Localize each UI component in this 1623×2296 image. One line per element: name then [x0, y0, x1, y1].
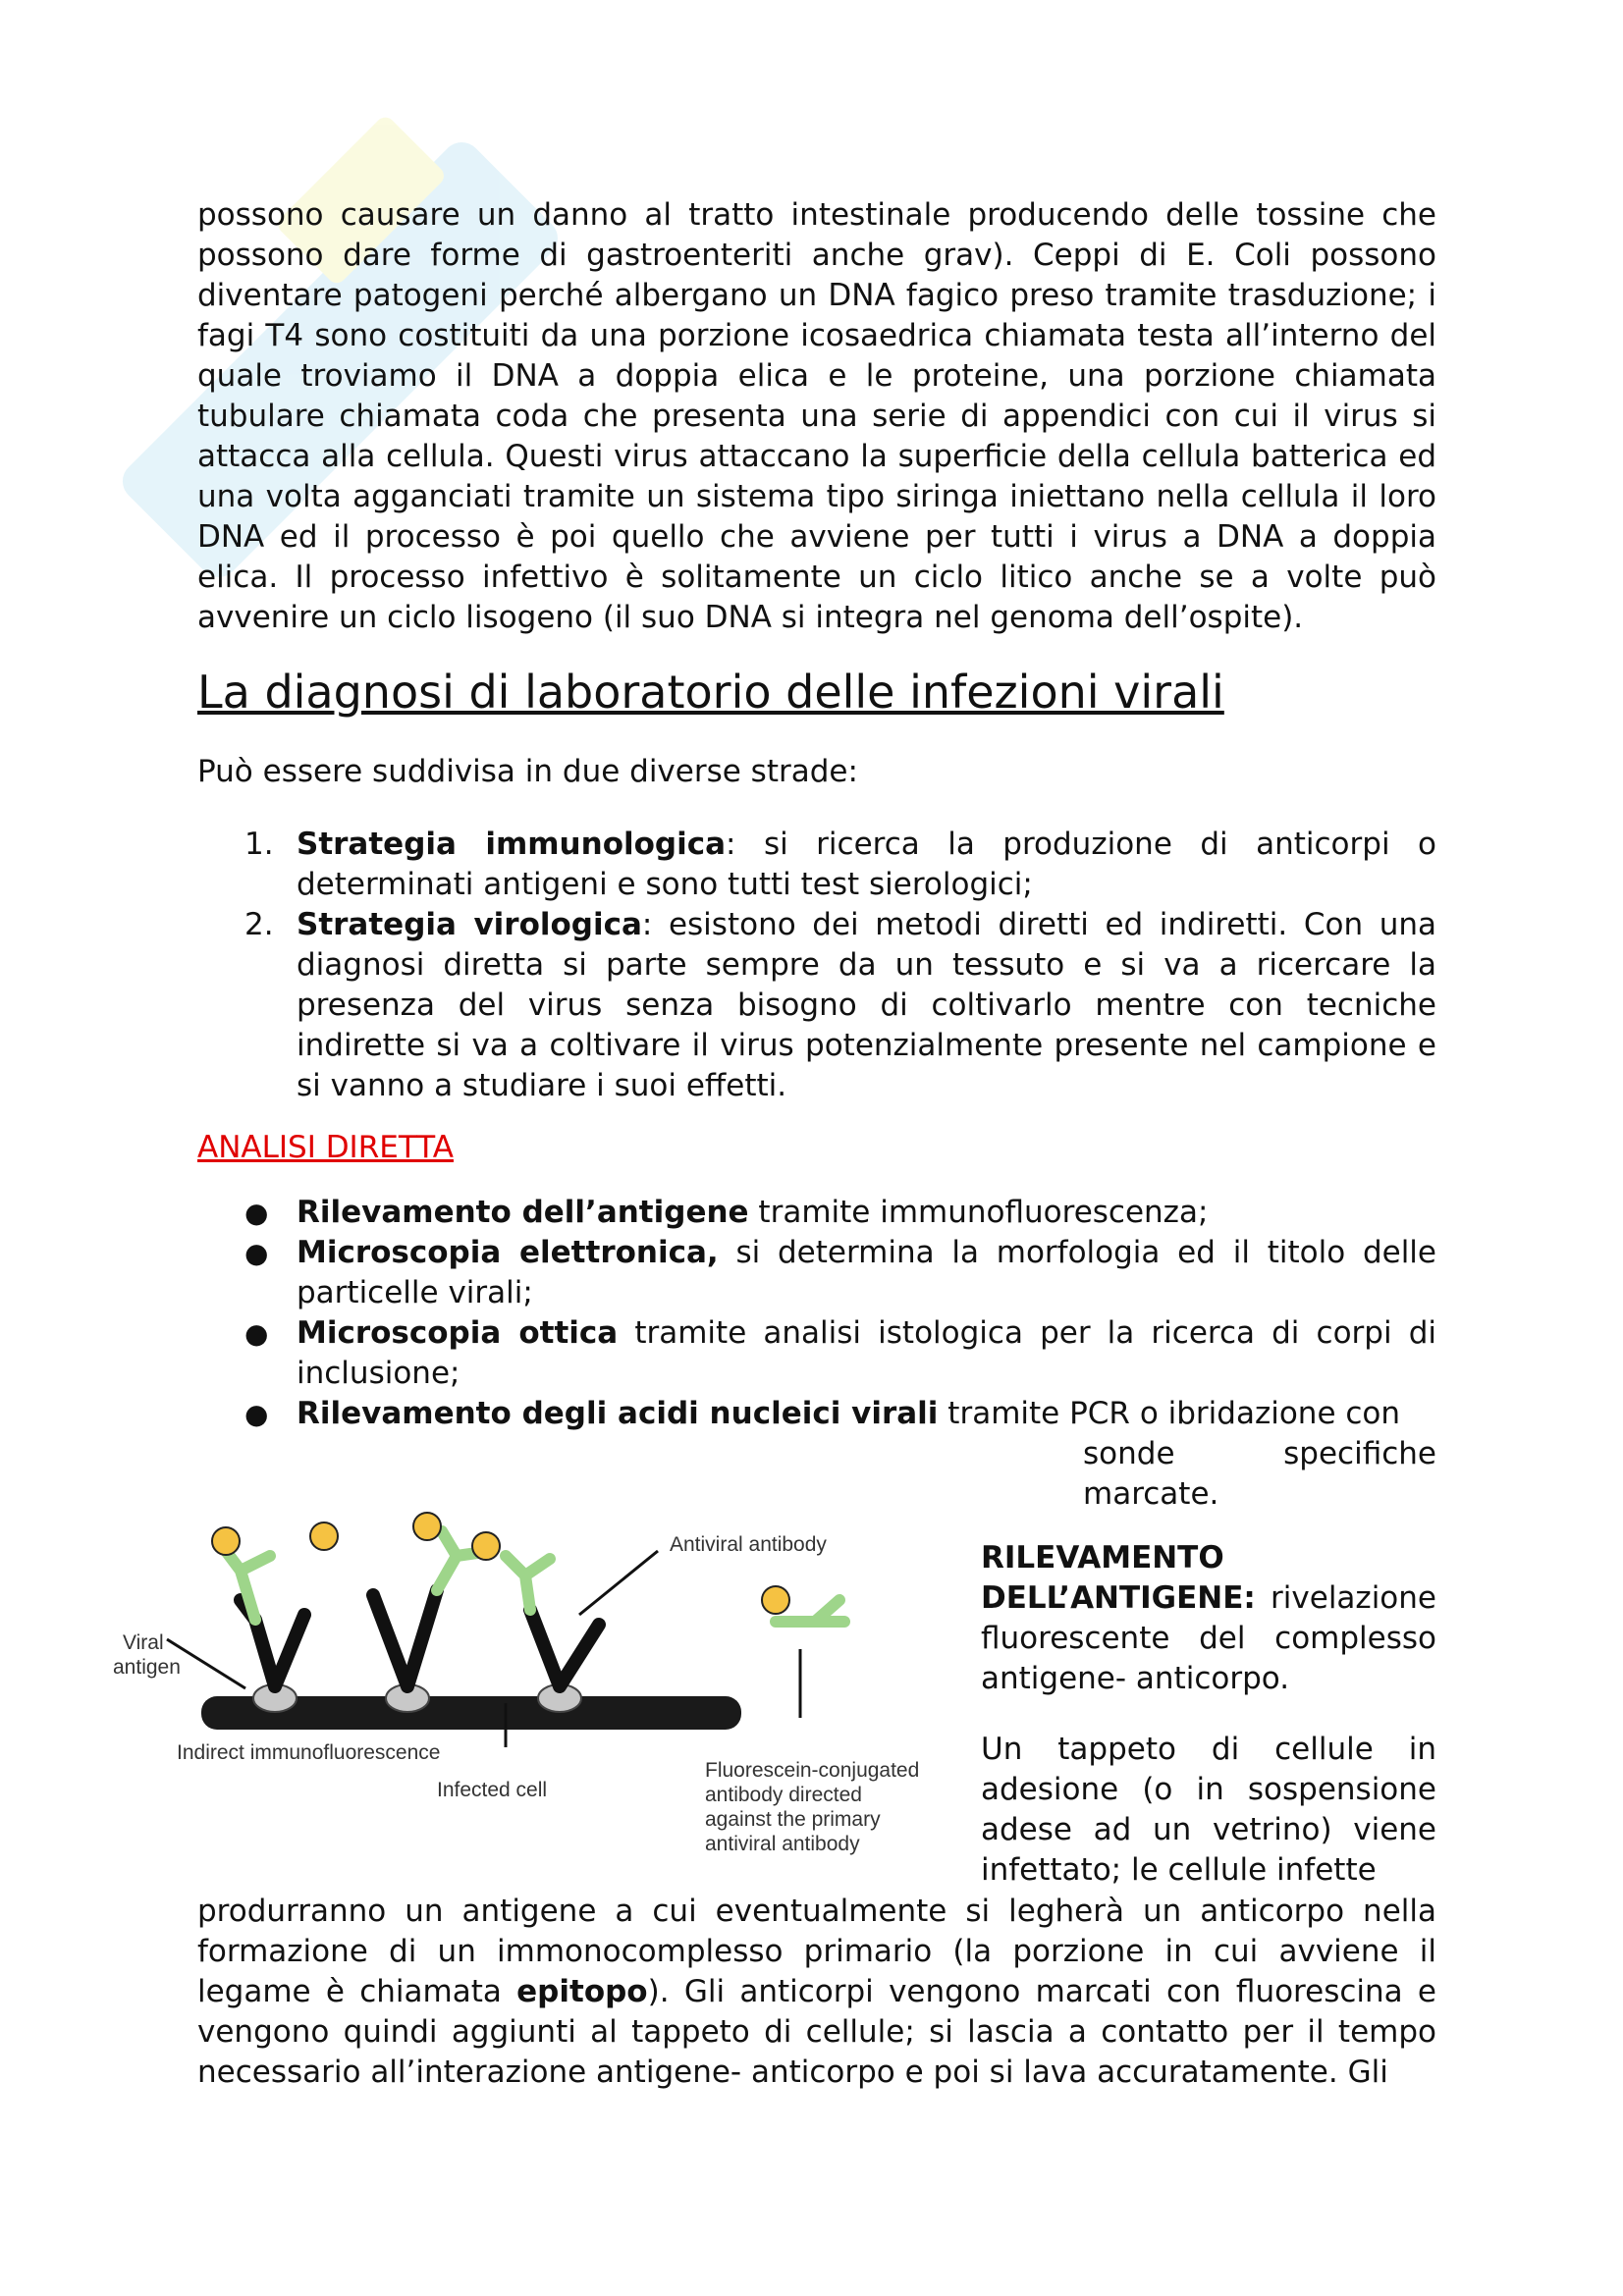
figure-label: antiviral antibody	[705, 1833, 860, 1855]
figure-label: Indirect immunofluorescence	[177, 1741, 441, 1764]
paragraph-bottom	[197, 1892, 1436, 2093]
figure-label: Antiviral antibody	[670, 1533, 827, 1556]
list-item	[197, 1233, 1436, 1313]
list-number: 1.	[244, 827, 274, 862]
secondary-antibody	[226, 1551, 270, 1620]
list-item-text: : esistono dei metodi diretti ed indiretti. Con una diagnosi diretta si parte sempre da un tessuto e si va a ricercare la presenza del virus senza bisogno di coltivarlo mentre con tecniche indirette si va a coltivare il virus potenzialmente presente nel campione e si vanno a studiare i suoi effetti.	[297, 907, 1436, 1103]
immunofluorescence-figure	[69, 1502, 952, 1875]
bullet-icon: ●	[244, 1398, 269, 1430]
intro-text: Può essere suddivisa in due diverse strade:	[197, 754, 858, 789]
primary-antibody	[373, 1590, 437, 1686]
list-item-bold: Microscopia ottica	[297, 1315, 619, 1351]
list-item-bold: Strategia virologica	[297, 907, 642, 942]
figure-label: Infected cell	[437, 1779, 548, 1801]
side-heading-bold: RILEVAMENTO DELL’ANTIGENE:	[981, 1540, 1256, 1616]
list-item-bold: Microscopia elettronica,	[297, 1235, 719, 1270]
list-item-continuation: marcate.	[1083, 1476, 1219, 1512]
arrow	[579, 1551, 658, 1615]
figure-label: antibody directed	[705, 1784, 862, 1806]
figure-drawing	[69, 1502, 952, 1875]
list-item-text: tramite PCR o ibridazione con	[938, 1396, 1401, 1431]
numbered-list	[197, 825, 1436, 1106]
epitopo-term: epitopo	[516, 1974, 648, 2009]
side-paragraph: Un tappeto di cellule in adesione (o in sospensione adese ad un vetrino) viene infettato; le cellule infette	[981, 1732, 1436, 1888]
list-item-text: tramite immunofluorescenza;	[748, 1195, 1209, 1230]
list-item	[197, 825, 1436, 905]
list-item-text: si determina la morfologia ed il titolo delle particelle virali;	[297, 1235, 1436, 1310]
list-item	[197, 1193, 1436, 1233]
list-item-bold: Rilevamento dell’antigene	[297, 1195, 749, 1230]
secondary-antibody	[506, 1556, 550, 1610]
figure-label: Fluorescein-conjugated	[705, 1759, 920, 1782]
list-item-bold: Strategia immunologica	[297, 827, 727, 862]
list-item-text: tramite analisi istologica per la ricerca di corpi di inclusione;	[297, 1315, 1436, 1391]
page-title: La diagnosi di laboratorio delle infezioni virali	[197, 666, 1224, 719]
paragraph-part: produrranno un antigene a cui eventualmente si legherà un anticorpo nella formazione di un immonocomplesso primario (la porzione in cui avviene il legame è chiamata	[197, 1894, 1436, 2009]
bullet-icon: ●	[244, 1237, 269, 1269]
list-item	[197, 905, 1436, 1106]
bullet-icon: ●	[244, 1197, 269, 1229]
figure-label: against the primary	[705, 1808, 881, 1831]
primary-antibody	[530, 1610, 599, 1686]
list-item-bold: Rilevamento degli acidi nucleici virali	[297, 1396, 939, 1431]
bullet-icon: ●	[244, 1317, 269, 1350]
fluorescein-marker	[212, 1513, 789, 1614]
paragraph-part: ). Gli anticorpi vengono marcati con fluorescina e vengono quindi aggiunti al tappeto di cellule; si lascia a contatto per il tempo necessario all’interazione antigene- anticorpo e poi si lava accuratamente. Gli	[197, 1974, 1436, 2090]
paragraph-top: possono causare un danno al tratto intestinale producendo delle tossine che possono dare forme di gastroenteriti anche grav). Ceppi di E. Coli possono diventare patogeni perché albergano un DNA fagico preso tramite trasduzione; i fagi T4 sono costituiti da una porzione icosaedrica chiamata testa all’interno del quale troviamo il DNA a doppia elica e le proteine, una porzione chiamata tubulare chiamata coda che presenta una serie di appendici con cui il virus si attacca alla cellula. Questi virus attaccano la superficie della cellula batterica ed una volta agganciati tramite un sistema tipo siringa iniettano nella cellula il loro DNA ed il processo è poi quello che avviene per tutti i virus a DNA a doppia elica. Il processo infettivo è solitamente un ciclo litico anche se a volte può avvenire un ciclo lisogeno (il suo DNA si integra nel genoma dell’ospite).	[197, 197, 1436, 635]
bullet-list	[197, 1193, 1436, 1515]
side-heading-text: rivelazione fluorescente del complesso antigene- anticorpo.	[981, 1580, 1436, 1696]
side-heading	[981, 1538, 1436, 1699]
list-item	[197, 1394, 1436, 1515]
list-item-continuation: sonde specifiche	[1083, 1436, 1436, 1471]
figure-label: antigen	[113, 1656, 181, 1679]
list-item	[197, 1313, 1436, 1394]
list-number: 2.	[244, 907, 274, 942]
figure-label: Viral	[123, 1631, 164, 1654]
section-label: ANALISI DIRETTA	[197, 1130, 454, 1165]
list-item-text: : si ricerca la produzione di anticorpi o determinati antigeni e sono tutti test sierologici;	[297, 827, 1436, 902]
